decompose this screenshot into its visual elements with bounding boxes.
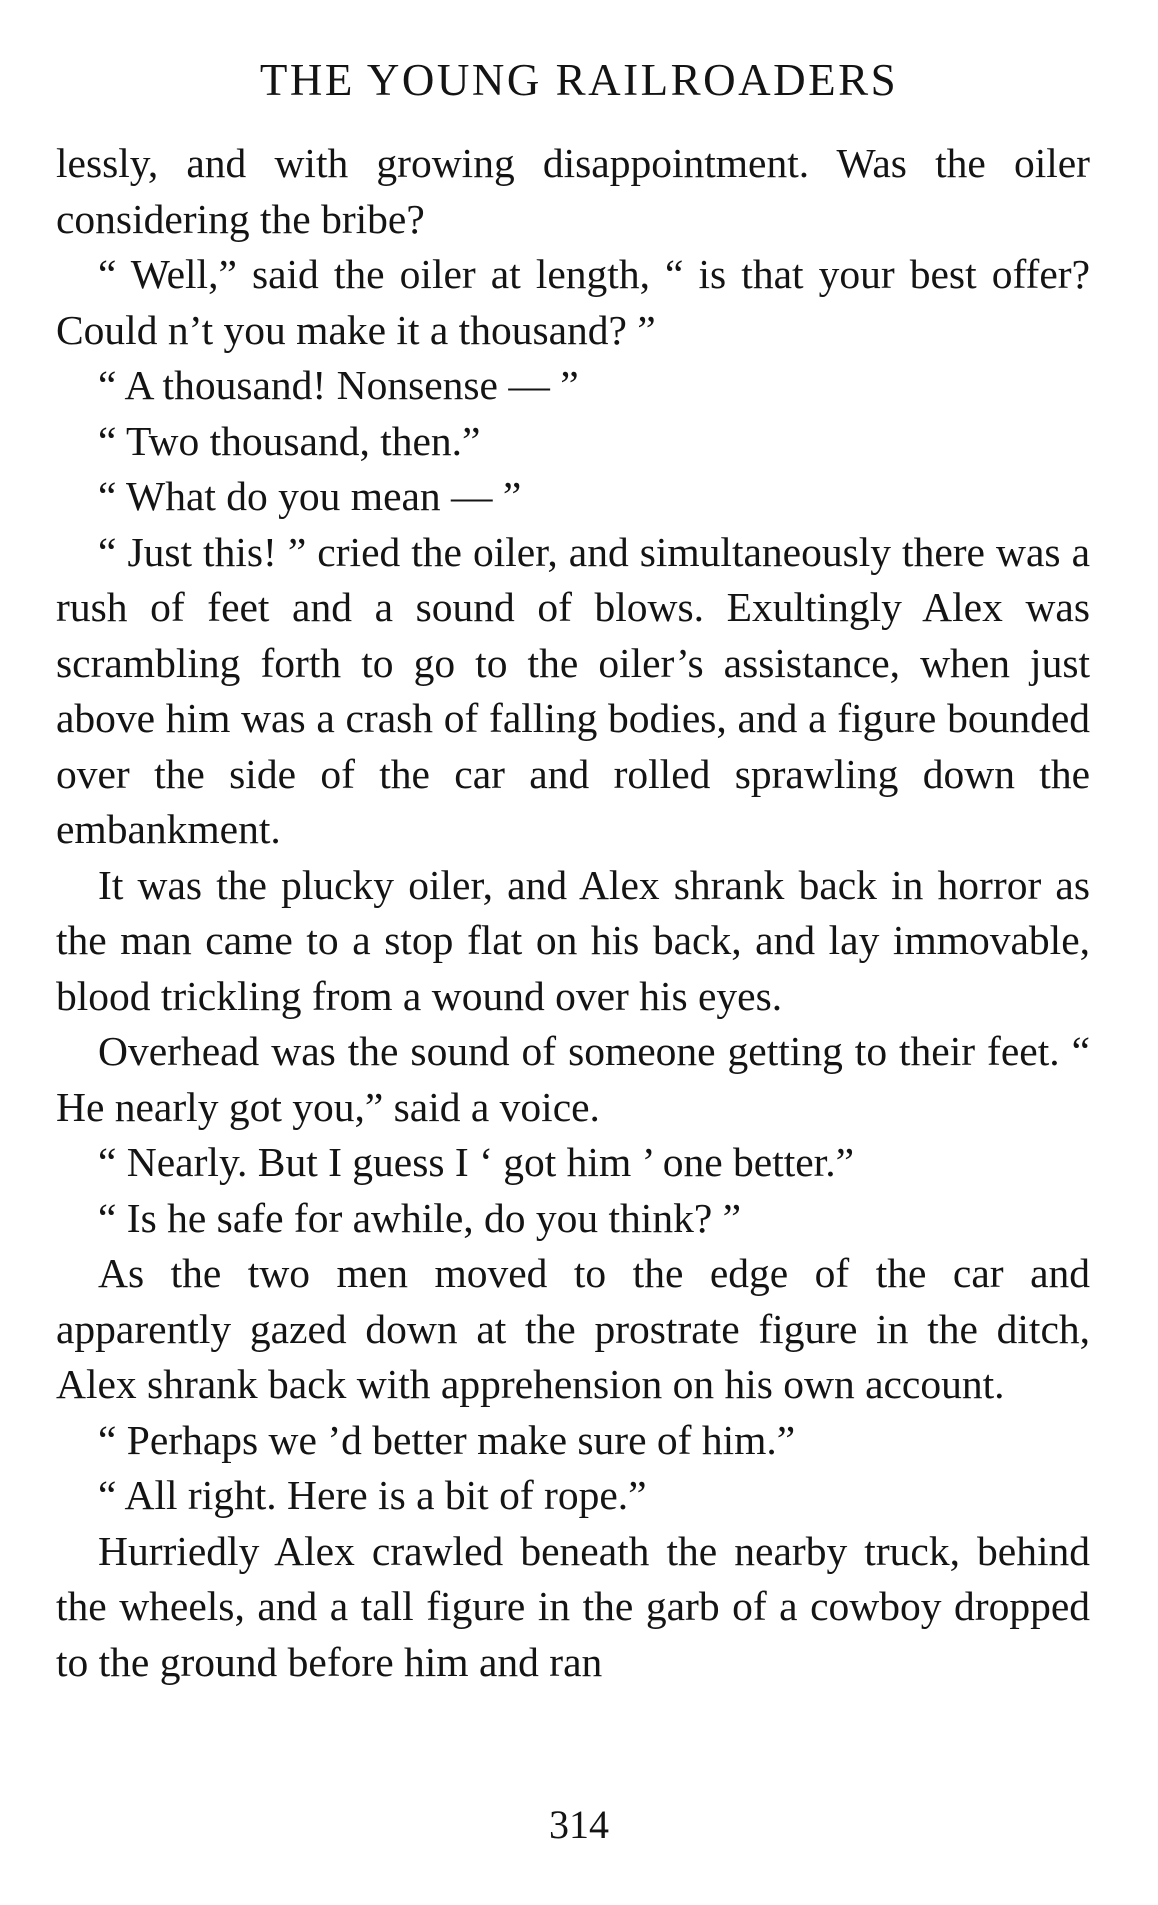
paragraph: “ Just this! ” cried the oiler, and simultaneously there was a rush of feet and a sound of blows. Exultingly Alex was scrambling forth to go to the oiler’s assistance, when just above him was a crash of falling bodies, and a figure bounded over the side of the car and rolled sprawling down the embankment.	[56, 528, 1090, 852]
paragraph: “ Is he safe for awhile, do you think? ”	[98, 1194, 742, 1241]
paragraph-continuation: lessly, and with growing disappointment. Was the oiler considering the bribe?	[56, 140, 1090, 242]
paragraph: Overhead was the sound of someone getting to their feet. “ He nearly got you,” said a voice.	[56, 1028, 1090, 1130]
paragraph: “ Perhaps we ’d better make sure of him.”	[98, 1416, 796, 1463]
paragraph: “ What do you mean — ”	[98, 473, 522, 519]
paragraph: Hurriedly Alex crawled beneath the nearby truck, behind the wheels, and a tall figure in the garb of a cowboy dropped to the ground before him and ran	[56, 1527, 1090, 1685]
paragraph: “ Well,” said the oiler at length, “ is that your best offer? Could n’t you make it a thousand? ”	[56, 251, 1090, 353]
running-head: THE YOUNG RAILROADERS	[259, 55, 899, 105]
paragraph: As the two men moved to the edge of the car and apparently gazed down at the prostrate figure in the ditch, Alex shrank back with apprehension on his own account.	[56, 1250, 1090, 1407]
body-text	[56, 136, 1090, 1690]
paragraph: It was the plucky oiler, and Alex shrank back in horror as the man came to a stop flat on his back, and lay immovable, blood trickling from a wound over his eyes.	[56, 861, 1090, 1019]
paragraph: “ All right. Here is a bit of rope.”	[98, 1472, 647, 1518]
paragraph: “ A thousand! Nonsense — ”	[98, 362, 579, 408]
paragraph: “ Nearly. But I guess I ‘ got him ’ one better.”	[98, 1139, 854, 1185]
paragraph: “ Two thousand, then.”	[98, 417, 481, 464]
page-number: 314	[549, 1802, 609, 1847]
